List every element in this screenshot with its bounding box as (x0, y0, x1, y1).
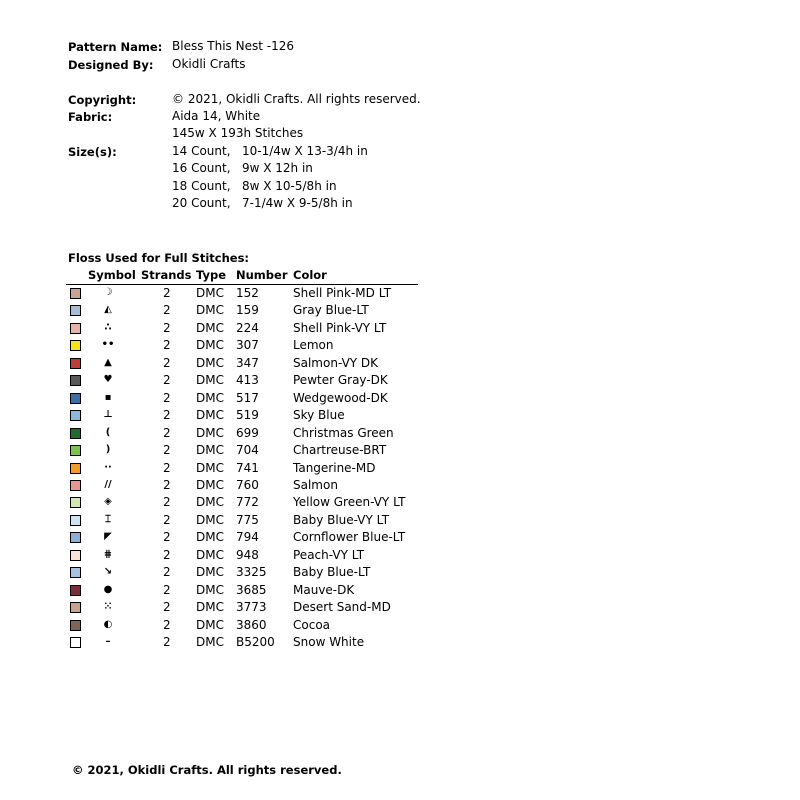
pattern-name-value: Bless This Nest -126 (172, 39, 294, 53)
number-cell: 948 (236, 547, 259, 562)
type-cell: DMC (196, 425, 224, 440)
strands-cell: 2 (163, 530, 171, 545)
strands-cell: 2 (163, 512, 171, 527)
table-row (0, 477, 800, 494)
color-swatch (70, 497, 81, 508)
stitch-symbol: ) (105, 444, 111, 456)
strands-cell: 2 (163, 635, 171, 649)
stitch-symbol: ⁙ (103, 601, 113, 613)
table-row (0, 355, 800, 372)
strands-cell: 2 (163, 373, 171, 388)
table-row (0, 337, 800, 354)
stitch-symbol: ♥ (103, 374, 113, 386)
number-cell: 3325 (236, 565, 267, 580)
stitch-symbol: •• (101, 339, 115, 351)
color-swatch (70, 393, 81, 404)
table-row (0, 494, 800, 511)
table-row (0, 390, 800, 407)
color-swatch (70, 620, 81, 631)
color-name-cell: Snow White (293, 635, 365, 649)
strands-cell: 2 (163, 547, 171, 562)
color-swatch (70, 445, 81, 456)
table-row (0, 582, 800, 599)
color-name-cell: Tangerine-MD (293, 460, 376, 475)
type-cell: DMC (196, 286, 224, 300)
column-header-type: Type (196, 268, 227, 282)
strands-cell: 2 (163, 320, 171, 335)
color-swatch (70, 567, 81, 578)
color-name-cell: Pewter Gray-DK (293, 373, 388, 388)
color-name-cell: Desert Sand-MD (293, 600, 391, 615)
number-cell: 3773 (236, 600, 267, 615)
column-header-number: Number (236, 268, 288, 282)
color-swatch (70, 602, 81, 613)
stitch-count: 145w X 193h Stitches (172, 126, 304, 140)
color-name-cell: Mauve-DK (293, 582, 355, 597)
stitch-symbol: ◭ (104, 304, 112, 316)
number-cell: 159 (236, 303, 259, 318)
table-row (0, 285, 800, 302)
table-row (0, 512, 800, 529)
table-row (0, 547, 800, 564)
strands-cell: 2 (163, 355, 171, 370)
type-cell: DMC (196, 547, 224, 562)
color-swatch (70, 637, 81, 648)
footer-copyright: © 2021, Okidli Crafts. All rights reserved. (72, 763, 342, 777)
stitch-symbol: ↘ (103, 566, 113, 578)
color-name-cell: Cornflower Blue-LT (293, 530, 406, 545)
color-swatch (70, 340, 81, 351)
color-name-cell: Christmas Green (293, 425, 394, 440)
type-cell: DMC (196, 320, 224, 335)
color-swatch (70, 585, 81, 596)
color-name-cell: Gray Blue-LT (293, 303, 369, 318)
type-cell: DMC (196, 495, 224, 510)
strands-cell: 2 (163, 617, 171, 632)
size-line: 14 Count, 10-1/4w X 13-3/4h in (172, 144, 368, 158)
copyright-value: © 2021, Okidli Crafts. All rights reserved. (172, 92, 421, 106)
table-row (0, 460, 800, 477)
color-name-cell: Cocoa (293, 617, 331, 632)
sizes-label: Size(s): (68, 145, 117, 159)
designed-by-label: Designed By: (68, 58, 154, 72)
strands-cell: 2 (163, 600, 171, 615)
color-name-cell: Chartreuse-BRT (293, 443, 387, 458)
copyright-label: Copyright: (68, 93, 137, 107)
number-cell: 699 (236, 425, 259, 440)
strands-cell: 2 (163, 408, 171, 423)
number-cell: 152 (236, 286, 259, 300)
type-cell: DMC (196, 408, 224, 423)
table-row (0, 599, 800, 616)
color-swatch (70, 532, 81, 543)
designed-by-value: Okidli Crafts (172, 57, 246, 71)
color-name-cell: Salmon (293, 477, 338, 492)
color-swatch (70, 480, 81, 491)
table-row (0, 564, 800, 581)
number-cell: 772 (236, 495, 259, 510)
strands-cell: 2 (163, 303, 171, 318)
fabric-label: Fabric: (68, 110, 113, 124)
strands-cell: 2 (163, 565, 171, 580)
number-cell: 307 (236, 338, 259, 353)
type-cell: DMC (196, 373, 224, 388)
number-cell: 3685 (236, 582, 267, 597)
strands-cell: 2 (163, 390, 171, 405)
type-cell: DMC (196, 390, 224, 405)
color-name-cell: Baby Blue-LT (293, 565, 371, 580)
stitch-symbol: ▲ (104, 356, 112, 368)
strands-cell: 2 (163, 582, 171, 597)
stitch-symbol: ◈ (104, 496, 112, 508)
table-row (0, 634, 800, 651)
table-row (0, 617, 800, 634)
color-name-cell: Peach-VY LT (293, 547, 365, 562)
size-line: 18 Count, 8w X 10-5/8h in (172, 179, 337, 193)
number-cell: 347 (236, 355, 259, 370)
number-cell: 519 (236, 408, 259, 423)
color-name-cell: Yellow Green-VY LT (293, 495, 406, 510)
number-cell: 775 (236, 512, 259, 527)
type-cell: DMC (196, 338, 224, 353)
color-name-cell: Baby Blue-VY LT (293, 512, 390, 527)
color-name-cell: Salmon-VY DK (293, 355, 379, 370)
table-row (0, 407, 800, 424)
table-row (0, 320, 800, 337)
type-cell: DMC (196, 512, 224, 527)
stitch-symbol: ⊥ (103, 409, 113, 421)
type-cell: DMC (196, 582, 224, 597)
color-name-cell: Wedgewood-DK (293, 390, 388, 405)
type-cell: DMC (196, 565, 224, 580)
table-row (0, 302, 800, 319)
number-cell: 517 (236, 390, 259, 405)
type-cell: DMC (196, 600, 224, 615)
type-cell: DMC (196, 460, 224, 475)
color-name-cell: Shell Pink-VY LT (293, 320, 387, 335)
pattern-name-label: Pattern Name: (68, 40, 163, 54)
color-swatch (70, 323, 81, 334)
column-header-color: Color (293, 268, 327, 282)
type-cell: DMC (196, 530, 224, 545)
stitch-symbol: ● (103, 583, 113, 595)
stitch-symbol: ▪ (104, 391, 112, 403)
type-cell: DMC (196, 303, 224, 318)
number-cell: 224 (236, 320, 259, 335)
color-swatch (70, 375, 81, 386)
size-line: 16 Count, 9w X 12h in (172, 161, 313, 175)
table-row (0, 372, 800, 389)
color-swatch (70, 358, 81, 369)
table-row (0, 442, 800, 459)
color-swatch (70, 305, 81, 316)
color-swatch (70, 410, 81, 421)
color-name-cell: Shell Pink-MD LT (293, 286, 392, 300)
stitch-symbol: ◤ (104, 531, 112, 543)
type-cell: DMC (196, 617, 224, 632)
number-cell: 3860 (236, 617, 267, 632)
stitch-symbol: ◐ (103, 618, 113, 630)
fabric-value: Aida 14, White (172, 109, 261, 123)
type-cell: DMC (196, 635, 224, 649)
stitch-symbol: ☽ (103, 287, 113, 298)
stitch-symbol: ·· (104, 461, 112, 473)
color-swatch (70, 463, 81, 474)
stitch-symbol: ∴ (104, 321, 112, 333)
number-cell: 704 (236, 443, 259, 458)
strands-cell: 2 (163, 286, 171, 300)
strands-cell: 2 (163, 338, 171, 353)
color-swatch (70, 428, 81, 439)
stitch-symbol: // (104, 478, 112, 490)
color-name-cell: Lemon (293, 338, 334, 353)
floss-section-title: Floss Used for Full Stitches: (68, 251, 250, 265)
number-cell: 794 (236, 530, 259, 545)
number-cell: 760 (236, 477, 259, 492)
number-cell: 413 (236, 373, 259, 388)
color-swatch (70, 515, 81, 526)
stitch-symbol: – (105, 636, 111, 647)
type-cell: DMC (196, 355, 224, 370)
number-cell: B5200 (236, 635, 275, 649)
strands-cell: 2 (163, 443, 171, 458)
number-cell: 741 (236, 460, 259, 475)
type-cell: DMC (196, 443, 224, 458)
strands-cell: 2 (163, 460, 171, 475)
strands-cell: 2 (163, 477, 171, 492)
color-name-cell: Sky Blue (293, 408, 345, 423)
size-line: 20 Count, 7-1/4w X 9-5/8h in (172, 196, 353, 210)
stitch-symbol: ⌶ (105, 513, 111, 525)
strands-cell: 2 (163, 425, 171, 440)
table-row (0, 425, 800, 442)
type-cell: DMC (196, 477, 224, 492)
column-header-symbol: Symbol (88, 268, 136, 282)
column-header-strands: Strands (141, 268, 192, 282)
strands-cell: 2 (163, 495, 171, 510)
color-swatch (70, 550, 81, 561)
stitch-symbol: ( (105, 426, 111, 438)
stitch-symbol: ⋕ (103, 548, 113, 560)
table-row (0, 529, 800, 546)
color-swatch (70, 288, 81, 299)
